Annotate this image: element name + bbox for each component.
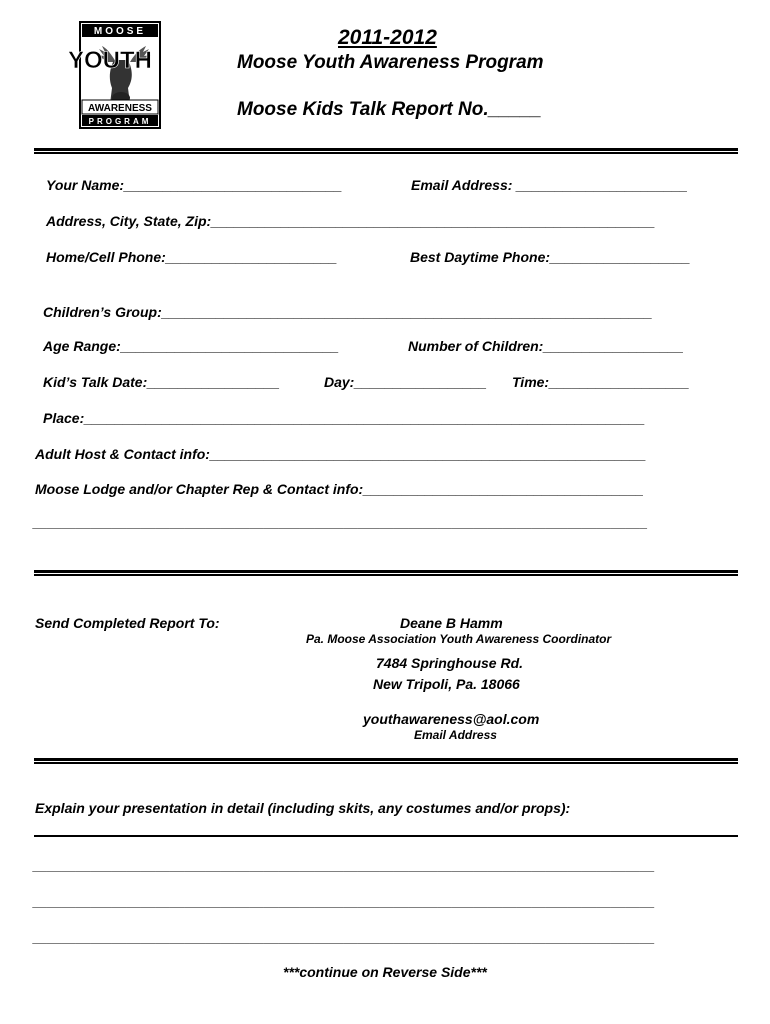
adult-host-field[interactable]: Adult Host & Contact info:________________________________________________________ [35,446,646,462]
day-field[interactable]: Day:_________________ [324,374,487,390]
your-name-field[interactable]: Your Name:____________________________ [46,177,343,193]
send-to-divider [34,758,738,764]
explain-line-1[interactable] [34,835,738,837]
report-title: Moose Kids Talk Report No._____ [237,99,542,120]
logo-main-text: YOUTH [68,47,152,74]
street-address: 7484 Springhouse Rd. [376,655,524,671]
moose-youth-logo [68,22,160,128]
logo-top-text: MOOSE [93,26,147,37]
report-year: 2011-2012 [338,26,437,49]
age-range-field[interactable]: Age Range:____________________________ [43,338,339,354]
explain-line-3[interactable]: ______________________________________________________________________________________ [33,894,655,909]
send-to-label: Send Completed Report To: [35,615,220,631]
explain-prompt: Explain your presentation in detail (including skits, any costumes and/or props): [35,800,571,816]
explain-line-4[interactable]: ______________________________________________________________________________________ [33,930,655,945]
home-cell-phone-field[interactable]: Home/Cell Phone:______________________ [46,249,338,265]
email-address-caption: Email Address [414,728,497,742]
logo-sub-text: AWARENESS [88,103,152,114]
continue-note: ***continue on Reverse Side*** [283,964,487,980]
lodge-rep-field[interactable]: Moose Lodge and/or Chapter Rep & Contact info:____________________________________ [35,481,644,497]
place-field[interactable]: Place:________________________________________________________________________ [43,410,645,426]
coordinator-name: Deane B Hamm [400,615,503,631]
header-divider [34,148,738,154]
email-address-field[interactable]: Email Address: ______________________ [411,177,688,193]
address-field[interactable]: Address, City, State, Zip:_________________________________________________________ [46,213,655,229]
logo-bottom-text: PROGRAM [88,117,152,126]
time-field[interactable]: Time:__________________ [512,374,690,390]
coordinator-role: Pa. Moose Association Youth Awareness Coordinator [306,632,612,646]
talk-date-field[interactable]: Kid’s Talk Date:_________________ [43,374,280,390]
coordinator-email[interactable]: youthawareness@aol.com [363,711,540,727]
city-address: New Tripoli, Pa. 18066 [373,676,520,692]
explain-line-2[interactable]: ______________________________________________________________________________________ [33,858,655,873]
childrens-group-field[interactable]: Children’s Group:_______________________________________________________________ [43,304,653,320]
best-daytime-phone-field[interactable]: Best Daytime Phone:__________________ [410,249,691,265]
program-title: Moose Youth Awareness Program [237,52,544,73]
form-divider [34,570,738,576]
extra-contact-line[interactable]: _____________________________________________________________________________________ [33,515,648,530]
number-of-children-field[interactable]: Number of Children:__________________ [408,338,684,354]
